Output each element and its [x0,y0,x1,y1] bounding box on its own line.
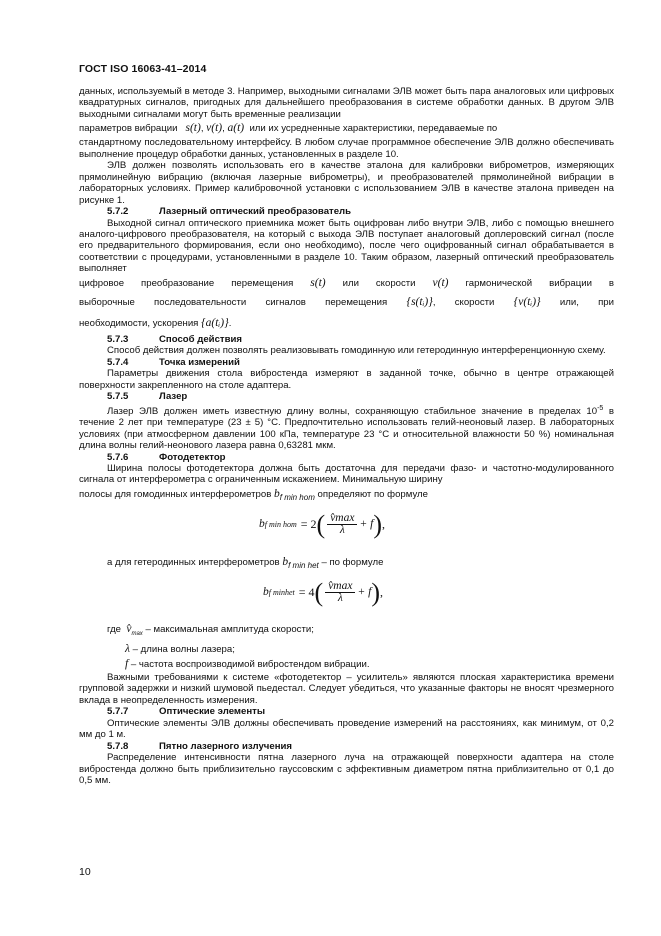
section-number: 5.7.8 [107,740,129,752]
section-heading-5-7-5 [79,391,614,402]
paragraph-11: Распределение интенсивности пятна лазерного луча на отражающей поверхности адаптера на столе вибростенда должно быть приблизительно гауссовским с эффективным диаметром пятна приблизительно от 0,1 до 0,5 мм. [79,752,614,786]
fraction-numerator: v̂max [327,513,357,525]
formula-homodyne [79,510,614,550]
text-fragment: или их усредненные характеристики, передаваемые по [249,123,498,135]
fraction [327,513,357,537]
where-line-1 [79,622,614,642]
math-equals: = 2 [300,517,317,532]
section-title: Точка измерений [159,356,240,368]
section-heading-5-7-6 [79,452,614,463]
text-fragment: а для гетеродинных интерферометров [107,556,280,568]
text-fragment: полосы для гомодинных интерферометров [79,488,272,500]
math-a-ti-set: {a(tᵢ)} [201,316,229,329]
section-number: 5.7.5 [107,391,129,403]
section-number: 5.7.6 [107,451,129,463]
math-v-t: v(t) [206,122,223,135]
superscript: -5 [597,404,604,412]
section-title: Пятно лазерного излучения [159,740,292,752]
section-number: 5.7.3 [107,333,129,345]
math-b: b [274,487,280,500]
math-comma: , [379,585,383,600]
math-s-ti-set: {s(tᵢ)} [406,295,433,308]
fraction-denominator: λ [339,524,345,537]
paragraph-5: Параметры движения стола вибростенда измеряют в заданной точке, обычно в центре отражающей поверхности закрепленного на столе адаптера. [79,368,614,391]
math-subscript: f minhet [268,588,295,598]
math-b: b [259,518,265,531]
paragraph-2: ЭЛВ должен позволять использовать его в качестве эталона для калибровки виброметров, измеряющих прямолинейную вибрацию (включая лазерные виброметры), и преобразователей прямолинейной вибрации в лабораторных условиях. Пример калибровочной установки с использованием ЭЛВ в качестве эталона приведен на рисунке 1. [79,160,614,206]
math-lambda: λ [125,642,130,655]
section-number: 5.7.4 [107,356,129,368]
math-subscript: f min hom [279,492,315,502]
text-fragment: Лазер ЭЛВ должен иметь известную длину волны, сохраняющую стабильное значение в пределах 10 [107,405,598,417]
where-line-2 [79,642,614,657]
paragraph-8 [79,554,614,574]
section-heading-5-7-2 [79,206,614,217]
section-number: 5.7.2 [107,206,129,218]
section-title: Фотодетектор [159,451,226,463]
text-fragment: – максимальная амплитуда скорости; [145,623,314,635]
text-fragment: в течение 2 лет при температуре (23 ± 5) °С. Предпочтительно использовать гелий-неоновый лазер. В лабораторных условиях (при атмосферном давлении 100 кПа, температуре 23 °С и относительной влажности 50 %) номинальная длина волны гелий-неонового лазера равна 0,63281 мкм. [79,405,614,452]
section-heading-5-7-8 [79,741,614,752]
math-subscript: f min hom [264,520,297,530]
section-heading-5-7-3 [79,334,614,345]
paragraph-7-line [79,486,614,506]
text-fragment: или, при [559,296,614,308]
paragraph-1-params: параметров вибрации s(t), v(t), a(t) или их усредненные характеристики, передаваемые по [79,122,498,135]
section-number: 5.7.7 [107,706,129,718]
paragraph-3: Выходной сигнал оптического приемника может быть оцифрован либо внутри ЭЛВ, либо с помощью внешнего аналого-цифрового преобразователя, на который с выхода ЭЛВ поступает аналоговый доплеровский сигнал (после его предварительного формирования, если оно необходимо), после чего оцифрованный сигнал обрабатывается в соответствии с процедурами, установленными в разделе 10. Таким образом, лазерный оптический преобразователь выполняет [79,217,614,275]
paragraph-3-line-2 [79,292,614,313]
math-f: f [125,657,129,670]
left-paren: ( [314,577,324,607]
fraction [325,581,355,605]
page-number: 10 [79,866,91,878]
right-paren: ) [371,577,380,607]
math-comma: , [381,517,385,532]
paragraph-4: Способ действия должен позволять реализовывать гомодинную или гетеродинную интерференционную схему. [107,345,606,357]
text-fragment: или скорости [342,277,416,289]
text-fragment: – длина волны лазера; [132,643,235,655]
left-paren: ( [316,509,326,539]
math-v-ti-set: {v(tᵢ)} [513,295,541,308]
paragraph-3-line-1 [79,275,614,292]
math-subscript: f min het [288,560,319,570]
math-b: b [282,555,289,568]
right-paren: ) [373,509,382,539]
text-fragment: , скорости [432,296,495,308]
math-v-t: v(t) [432,276,449,289]
fraction-numerator: v̂max [325,581,355,593]
text-fragment: параметров вибрации [79,123,178,135]
math-plus-f: + f [359,518,374,531]
paragraph-7: Ширина полосы фотодетектора должна быть достаточна для передачи фазо- и частотно-модулированного сигнала от интерферометра с ограниченным искажением. Минимальную ширину [79,462,614,486]
fraction-denominator: λ [337,592,343,605]
where-line-3 [79,657,614,672]
document-header: ГОСТ ISO 16063-41–2014 [79,63,207,75]
text-fragment: – по формуле [321,556,384,568]
text-fragment: – частота воспроизводимой вибростендом вибрации. [130,658,370,670]
math-s-t: s(t) [185,122,201,135]
section-title: Оптические элементы [159,706,266,718]
section-heading-5-7-4 [79,357,614,368]
paragraph-9: Важными требованиями к системе «фотодетектор – усилитель» являются плоская характеристика времени групповой задержки и низкий шумовой пьедестал. Следует убедиться, что указанные факторы не вносят чрезмерного вклада в неопределенность измерения. [79,671,614,706]
section-title: Лазер [159,391,188,403]
math-a-t: a(t) [227,122,245,135]
text-fragment: выборочные последовательности сигналов перемещения [79,296,388,308]
formula-homodyne-body [259,509,385,539]
paragraph-1-tail: стандартному последовательному интерфейсу. В любом случае программное обеспечение ЭЛВ должно обеспечивать выполнение процедур обработки данных, установленных в разделе 10. [79,137,614,160]
text-fragment: гармонической вибрации в [465,277,614,289]
paragraph-6 [79,403,614,452]
math-plus-f: + f [357,586,372,599]
formula-heterodyne-body [263,577,383,607]
paragraph-10: Оптические элементы ЭЛВ должны обеспечивать проведение измерений на расстояниях, как минимум, от 0,2 мм до 1 м. [79,717,614,741]
document-body [79,86,614,786]
section-heading-5-7-7 [79,706,614,717]
text-fragment: где [107,623,122,635]
text-fragment: необходимости, ускорения [79,317,199,329]
math-s-t: s(t) [310,276,326,289]
paragraph-3-line-3: необходимости, ускорения {a(tᵢ)}. [79,316,232,329]
section-title: Способ действия [159,333,242,345]
math-b: b [263,586,269,599]
section-title: Лазерный оптический преобразователь [159,206,352,218]
text-fragment: определяют по формуле [317,488,428,500]
math-equals: = 4 [298,585,315,600]
text-fragment: цифровое преобразование перемещения [79,277,294,289]
math-subscript: max [131,630,143,637]
formula-heterodyne [79,578,614,618]
paragraph-1: данных, используемый в методе 3. Например, выходными сигналами ЭЛВ может быть пара аналоговых или цифровых квадратурных сигналов, пригодных для дальнейшего преобразования в системе обработки данных. В другом ЭЛВ выходными сигналами могут быть временные реализации [79,86,614,120]
math-v-hat: v̂ [126,622,132,635]
